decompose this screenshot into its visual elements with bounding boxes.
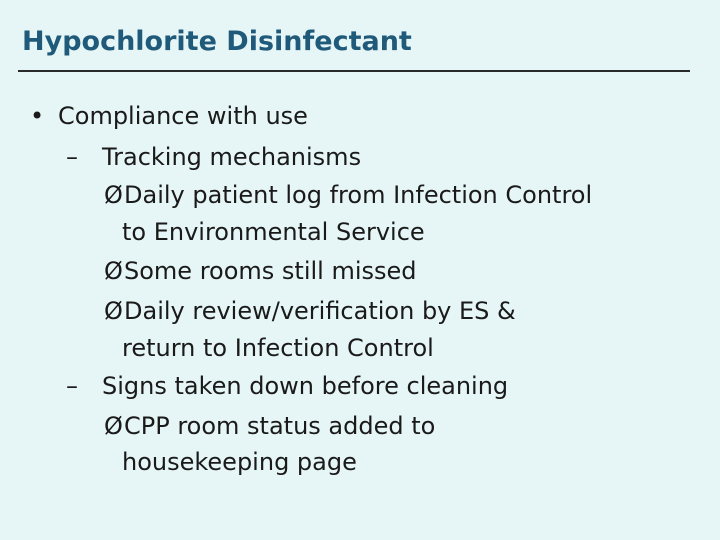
subsubbullet-daily-log-continuation: to Environmental Service xyxy=(122,218,425,246)
subsubbullet-daily-review xyxy=(104,297,516,325)
subbullet-signs xyxy=(66,372,508,400)
subsubbullet-cpp-status-continuation: housekeeping page xyxy=(122,448,357,476)
arrowhead-bullet-icon: Ø xyxy=(104,257,123,285)
title-divider xyxy=(18,70,690,72)
bullet-text: CPP room status added to xyxy=(124,412,436,440)
arrowhead-bullet-icon: Ø xyxy=(104,412,123,440)
arrowhead-bullet-icon: Ø xyxy=(104,181,123,209)
arrowhead-bullet-icon: Ø xyxy=(104,297,123,325)
subsubbullet-daily-review-continuation: return to Infection Control xyxy=(122,334,434,362)
bullet-text: Tracking mechanisms xyxy=(102,143,362,171)
subsubbullet-daily-log xyxy=(104,181,592,209)
slide-title: Hypochlorite Disinfectant xyxy=(22,26,412,57)
bullet-text: Compliance with use xyxy=(58,102,308,130)
bullet-dot-icon: • xyxy=(30,102,45,130)
subsubbullet-rooms-missed xyxy=(104,257,417,285)
bullet-text: Daily review/verification by ES & xyxy=(124,297,516,325)
bullet-compliance xyxy=(30,102,308,130)
dash-icon: – xyxy=(66,143,78,171)
bullet-text: Some rooms still missed xyxy=(124,257,417,285)
subbullet-tracking xyxy=(66,143,361,171)
dash-icon: – xyxy=(66,372,78,400)
bullet-text: Daily patient log from Infection Control xyxy=(124,181,593,209)
bullet-text: Signs taken down before cleaning xyxy=(102,372,509,400)
subsubbullet-cpp-status xyxy=(104,412,435,440)
